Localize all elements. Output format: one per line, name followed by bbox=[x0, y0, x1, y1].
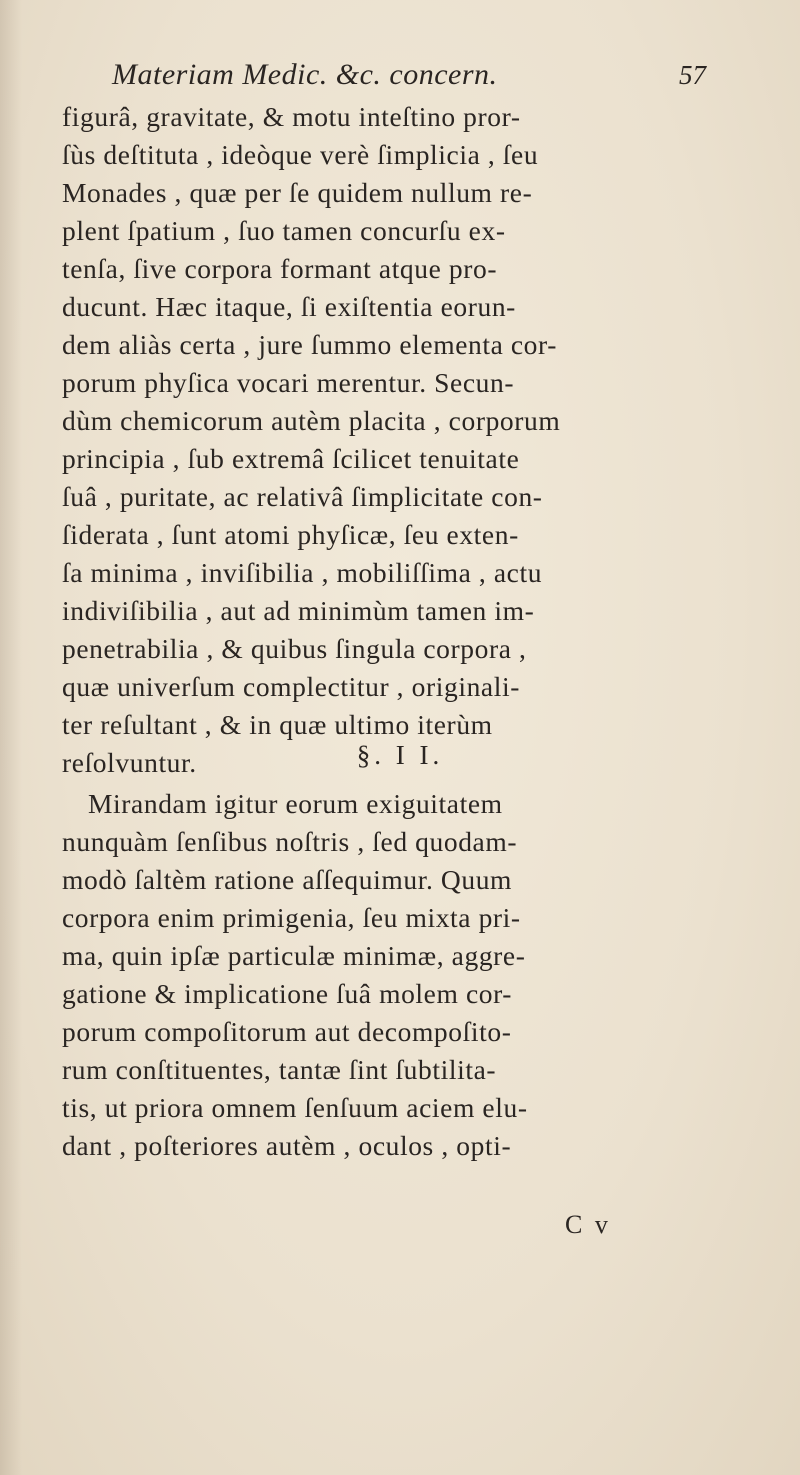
paragraph-1 bbox=[62, 98, 722, 782]
text-line: quæ univerſum complectitur , originali- bbox=[62, 671, 520, 702]
page-number: 57 bbox=[679, 60, 706, 90]
paragraph-2 bbox=[62, 785, 742, 1165]
text-line: plent ſpatium , ſuo tamen concurſu ex- bbox=[62, 215, 506, 246]
text-line: tis, ut priora omnem ſenſuum aciem elu- bbox=[62, 1092, 528, 1123]
text-line: figurâ, gravitate, & motu inteſtino pror- bbox=[62, 101, 521, 132]
text-line: nunquàm ſenſibus noſtris , ſed quodam- bbox=[62, 826, 518, 857]
text-line: corpora enim primigenia, ſeu mixta pri- bbox=[62, 902, 521, 933]
text-line: ter reſultant , & in quæ ultimo iterùm bbox=[62, 709, 493, 740]
text-line: principia , ſub extremâ ſcilicet tenuitate bbox=[62, 443, 520, 474]
text-line: ducunt. Hæc itaque, ſi exiſtentia eorun- bbox=[62, 291, 516, 322]
text-line: indiviſibilia , aut ad minimùm tamen im- bbox=[62, 595, 535, 626]
text-line: ma, quin ipſæ particulæ minimæ, aggre- bbox=[62, 940, 526, 971]
text-line: modò ſaltèm ratione aſſequimur. Quum bbox=[62, 864, 513, 895]
text-line: gatione & implicatione ſuâ molem cor- bbox=[62, 978, 513, 1009]
text-line: dem aliàs certa , jure ſummo elementa cor- bbox=[62, 329, 557, 360]
text-line: Monades , quæ per ſe quidem nullum re- bbox=[62, 177, 533, 208]
text-line: porum compoſitorum aut decompoſito- bbox=[62, 1016, 512, 1047]
text-line: rum conſtituentes, tantæ ſint ſubtilita- bbox=[62, 1054, 497, 1085]
text-line: porum phyſica vocari merentur. Secun- bbox=[62, 367, 515, 398]
page-gutter-shadow bbox=[0, 0, 22, 1475]
section-heading: §. I I. bbox=[356, 740, 444, 770]
text-line: reſolvuntur. bbox=[62, 747, 197, 778]
text-line: ſa minima , inviſibilia , mobiliſſima , actu bbox=[62, 557, 543, 588]
text-line: dant , poſteriores autèm , oculos , opti- bbox=[62, 1130, 512, 1161]
text-line: ſùs deſtituta , ideòque verè ſimplicia , ſeu bbox=[62, 139, 539, 170]
text-line: Mirandam igitur eorum exiguitatem bbox=[88, 788, 503, 819]
text-line: ſuâ , puritate, ac relativâ ſimplicitate con- bbox=[62, 481, 543, 512]
text-line: tenſa, ſive corpora formant atque pro- bbox=[62, 253, 498, 284]
running-head bbox=[112, 58, 712, 98]
signature-mark: C v bbox=[565, 1210, 611, 1239]
text-line: ſiderata , ſunt atomi phyſicæ, ſeu exten- bbox=[62, 519, 519, 550]
text-line: dùm chemicorum autèm placita , corporum bbox=[62, 405, 561, 436]
running-head-title: Materiam Medic. &c. concern. bbox=[112, 58, 498, 91]
text-line: penetrabilia , & quibus ſingula corpora , bbox=[62, 633, 527, 664]
